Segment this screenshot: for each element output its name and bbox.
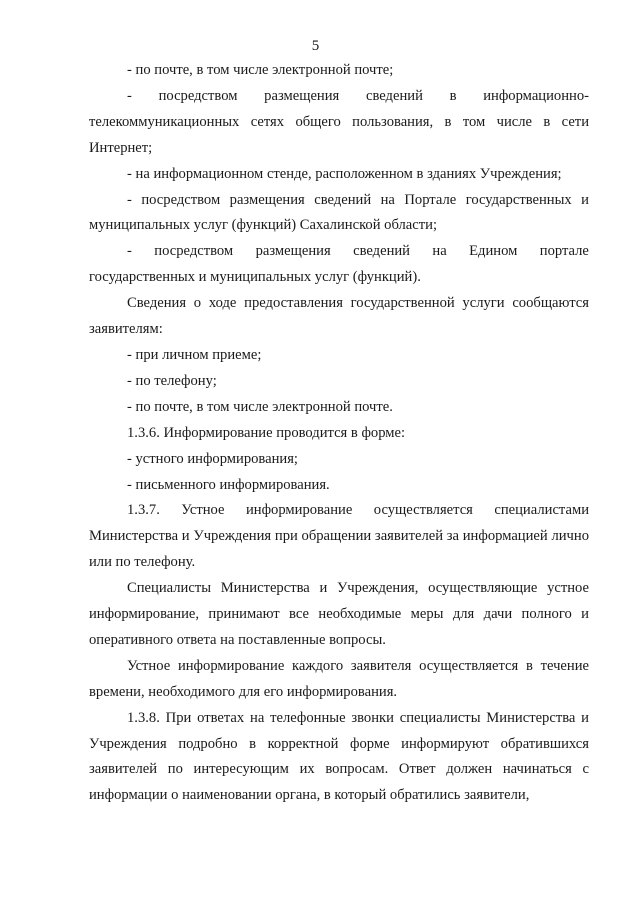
list-item-phone: - по телефону; bbox=[127, 372, 217, 389]
paragraph-networks: - посредством размещения сведений в информационно- телекоммуникационных сетях общего пользования, в том числе в сети Интернет; bbox=[89, 87, 589, 156]
page-number: 5 bbox=[311, 38, 320, 54]
paragraph-oral-duration: Устное информирование каждого заявителя осуществляется в течение времени, необходимого для его информирования. bbox=[89, 657, 589, 700]
paragraph-progress-info: Сведения о ходе предоставления государственной услуги сообщаются заявителям: bbox=[89, 295, 589, 338]
list-item-written: - письменного информирования. bbox=[127, 476, 330, 493]
paragraph-unified-portal: - посредством размещения сведений на Едином портале государственных и муниципальных услуг (функций). bbox=[89, 243, 589, 286]
section-1-3-7: 1.3.7. Устное информирование осуществляется специалистами Министерства и Учреждения при обращении заявителей за информацией лично или по телефону. bbox=[89, 502, 589, 571]
paragraph-specialists: Специалисты Министерства и Учреждения, осуществляющие устное информирование, принимают все необходимые меры для дачи полного и оперативного ответа на поставленные вопросы. bbox=[89, 580, 589, 648]
document-body bbox=[89, 58, 589, 809]
list-item-mail: - по почте, в том числе электронной почте. bbox=[127, 398, 393, 415]
paragraph-mail: - по почте, в том числе электронной почте; bbox=[127, 62, 394, 78]
paragraph-regional-portal: - посредством размещения сведений на Портале государственных и муниципальных услуг (функций) Сахалинской области; bbox=[89, 191, 589, 234]
paragraph-stand: - на информационном стенде, расположенном в зданиях Учреждения; bbox=[127, 165, 562, 182]
list-item-in-person: - при личном приеме; bbox=[127, 346, 262, 363]
list-item-oral: - устного информирования; bbox=[127, 450, 298, 467]
section-1-3-6: 1.3.6. Информирование проводится в форме: bbox=[127, 424, 406, 441]
section-1-3-8: 1.3.8. При ответах на телефонные звонки специалисты Министерства и Учреждения подробно в корректной форме информируют обратившихся заявителей по интересующим их вопросам. Ответ должен начинаться с информации о наименовании органа, в который обратились заявители, bbox=[89, 709, 589, 804]
